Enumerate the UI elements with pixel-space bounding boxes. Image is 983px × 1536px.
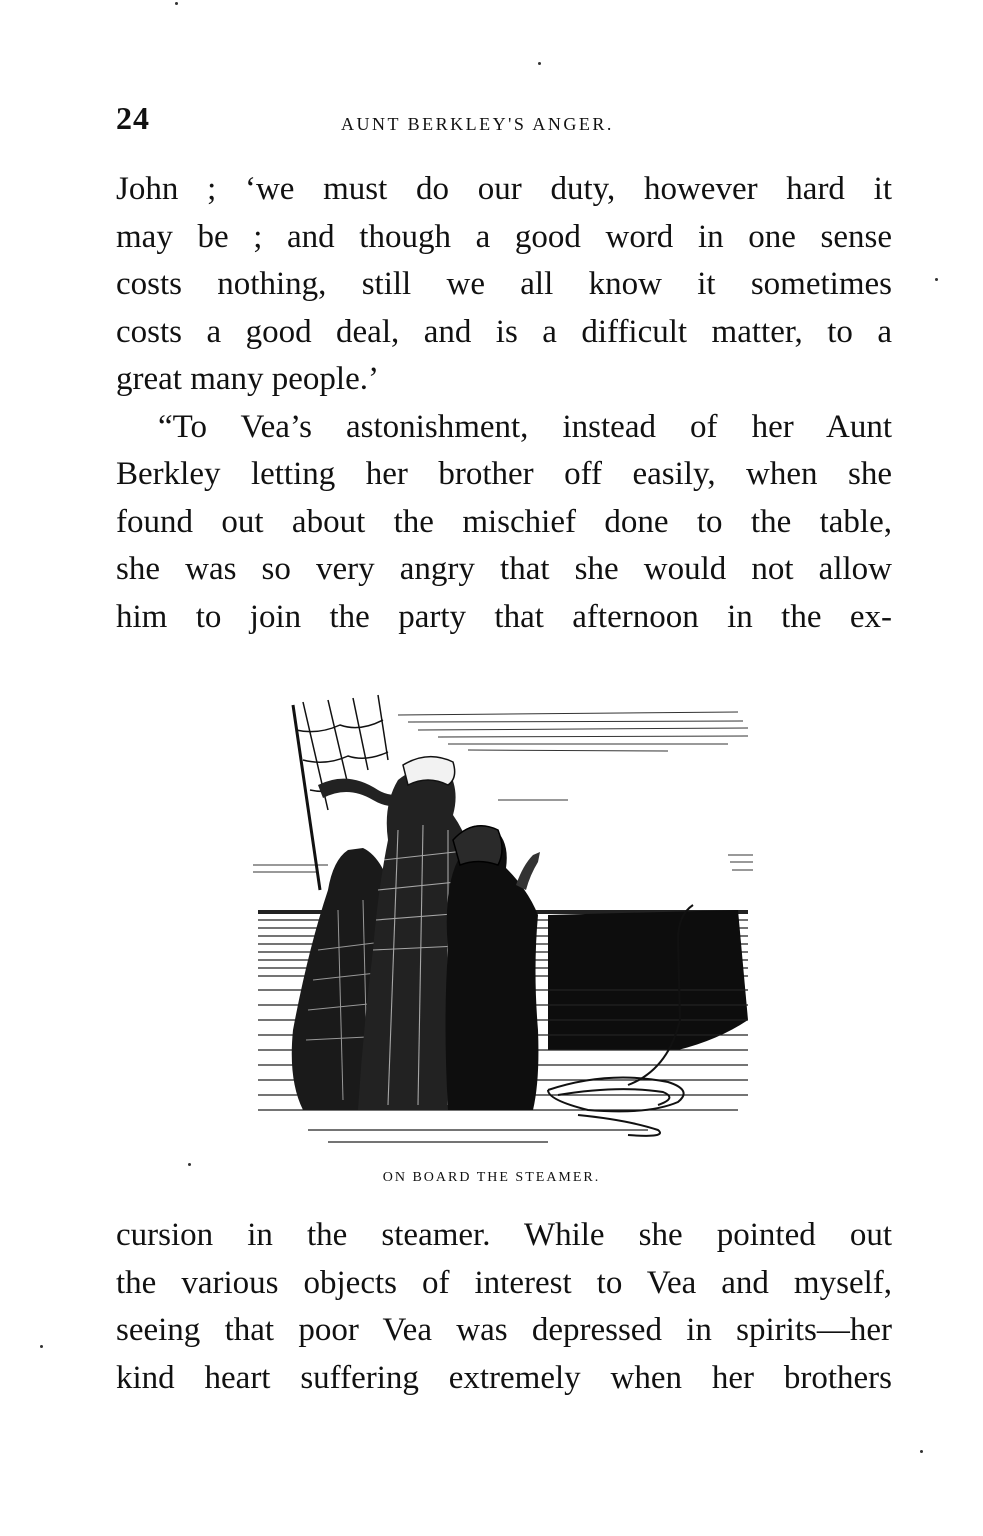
page-number: 24 [116,100,150,136]
print-speck [188,1163,191,1166]
text-line: the various objects of interest to Vea and myself, [116,1264,892,1301]
figure-caption: ON BOARD THE STEAMER. [382,1170,601,1185]
print-speck [40,1345,43,1348]
bonnet [403,757,455,785]
text-line: cursion in the steamer. While she pointed out [116,1217,892,1253]
text-line: John ; ‘we must do our duty, however hard it [116,171,892,207]
text-line: great many people.’ [116,361,379,397]
engraving-illustration [248,690,758,1150]
print-speck [920,1450,923,1453]
text-line-paragraph-start: “To Vea’s astonishment, instead of her Aunt [158,408,892,445]
text-line: found out about the mischief done to the table, [116,503,892,540]
body-text-top [116,166,892,641]
print-speck [538,62,541,65]
text-line: him to join the party that afternoon in the ex- [116,598,892,635]
page-header [116,100,891,140]
print-speck [935,278,938,281]
text-line: kind heart suffering extremely when her brothers [116,1359,892,1396]
text-line: costs a good deal, and is a difficult matter, to a [116,313,892,350]
text-line: seeing that poor Vea was depressed in spirits—her [116,1312,892,1348]
print-speck [175,2,178,5]
text-line: she was so very angry that she would not allow [116,551,892,587]
body-text-bottom [116,1212,892,1402]
text-line: Berkley letting her brother off easily, when she [116,456,892,492]
running-title: AUNT BERKLEY'S ANGER. [341,114,614,134]
ship-rail [548,910,748,1050]
text-line: may be ; and though a good word in one sense [116,218,892,255]
pointing-arm [516,852,540,890]
text-line: costs nothing, still we all know it sometimes [116,266,892,302]
